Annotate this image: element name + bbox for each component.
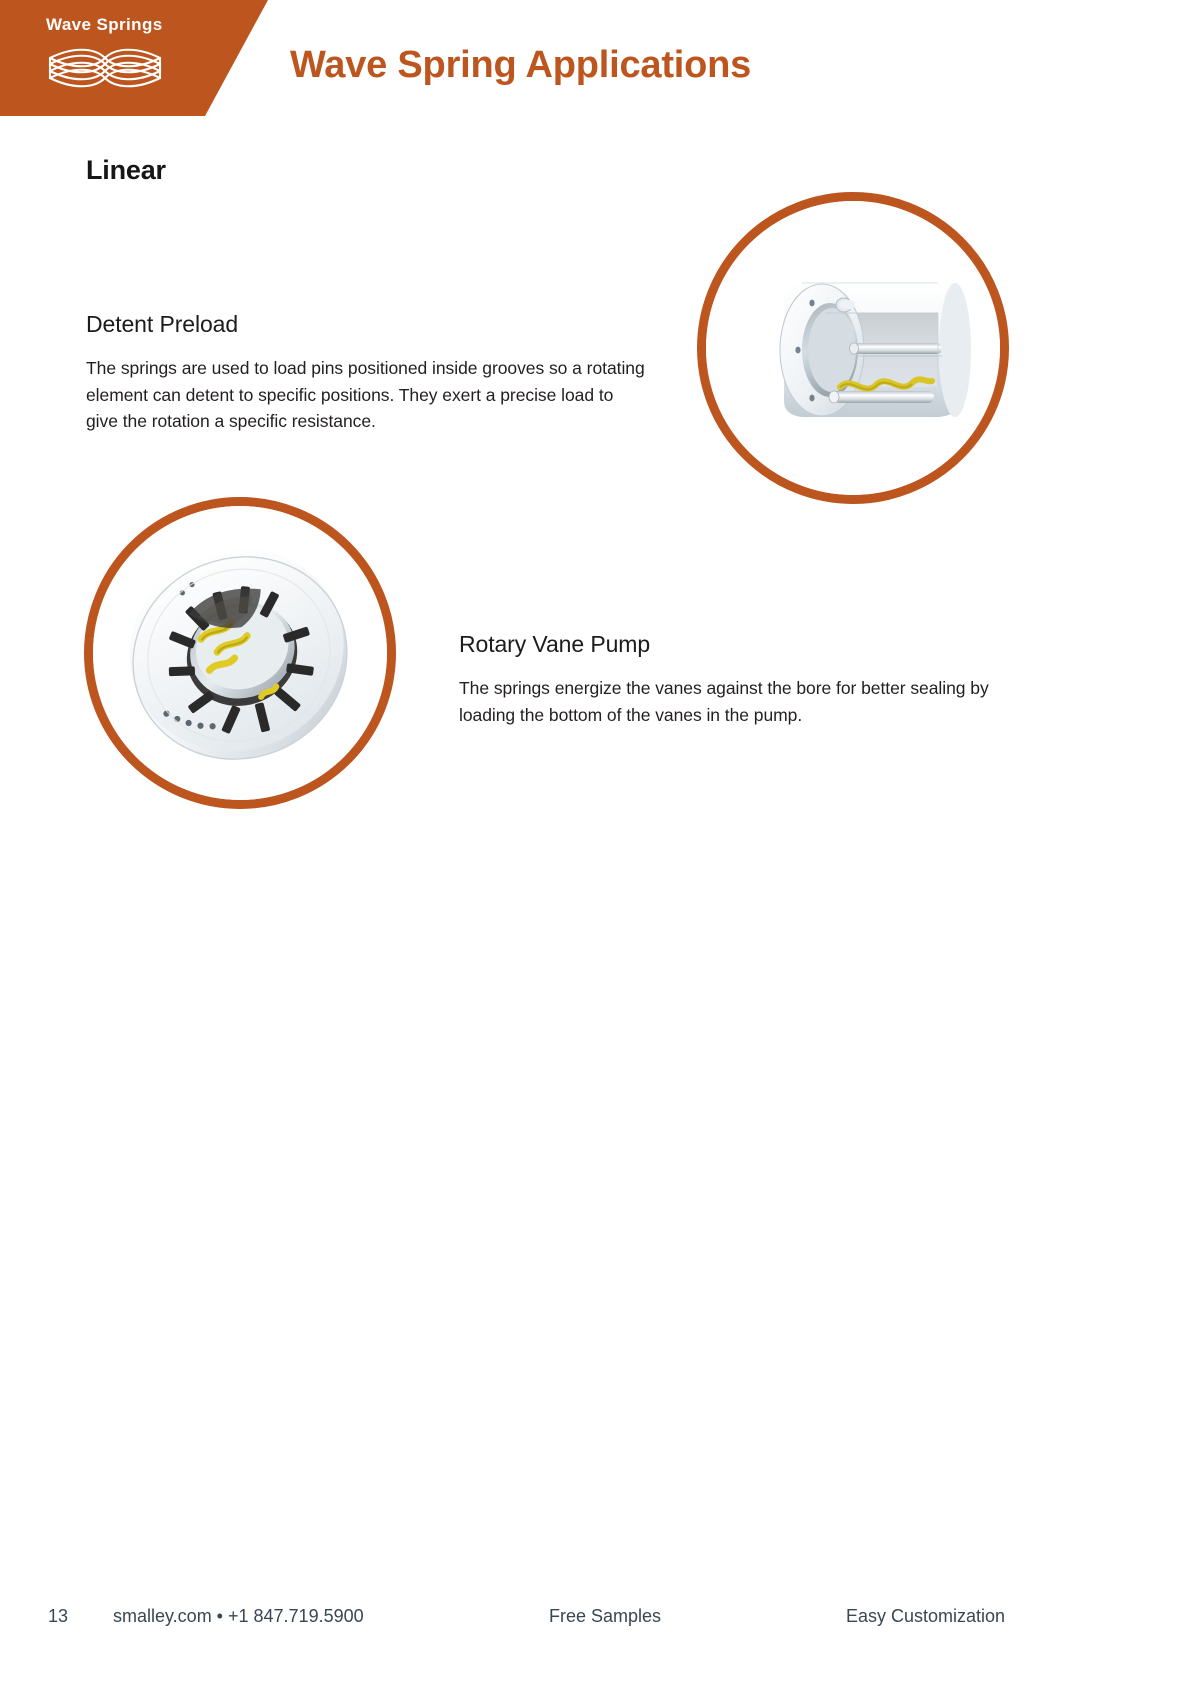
rotary-vane-pump-body: The springs energize the vanes against the bore for better sealing by loading the bottom of the vanes in the pump.	[459, 678, 989, 725]
detent-preload-block	[86, 312, 646, 435]
footer-free-samples[interactable]: Free Samples	[549, 1606, 662, 1626]
rotary-vane-pump-image	[84, 497, 396, 809]
footer-contact[interactable]: smalley.com • +1 847.719.5900	[113, 1606, 364, 1626]
rotary-vane-pump-block	[459, 632, 1039, 728]
detent-preload-body: The springs are used to load pins positioned inside grooves so a rotating element can detent to specific positions. They exert a precise load to give the rotation a specific resistance.	[86, 358, 645, 432]
page-header	[0, 0, 1191, 118]
wave-spring-coil-icon	[42, 45, 168, 91]
rotary-vane-pump-title: Rotary Vane Pump	[459, 631, 651, 657]
section-heading-linear: Linear	[86, 155, 166, 185]
detent-preload-image	[697, 192, 1009, 504]
page-title: Wave Spring Applications	[290, 44, 752, 86]
page-footer	[0, 1606, 1191, 1632]
header-tab-label: Wave Springs	[46, 15, 163, 34]
footer-page-number: 13	[48, 1606, 69, 1626]
detent-preload-title: Detent Preload	[86, 311, 239, 337]
footer-easy-customization[interactable]: Easy Customization	[846, 1606, 1006, 1626]
